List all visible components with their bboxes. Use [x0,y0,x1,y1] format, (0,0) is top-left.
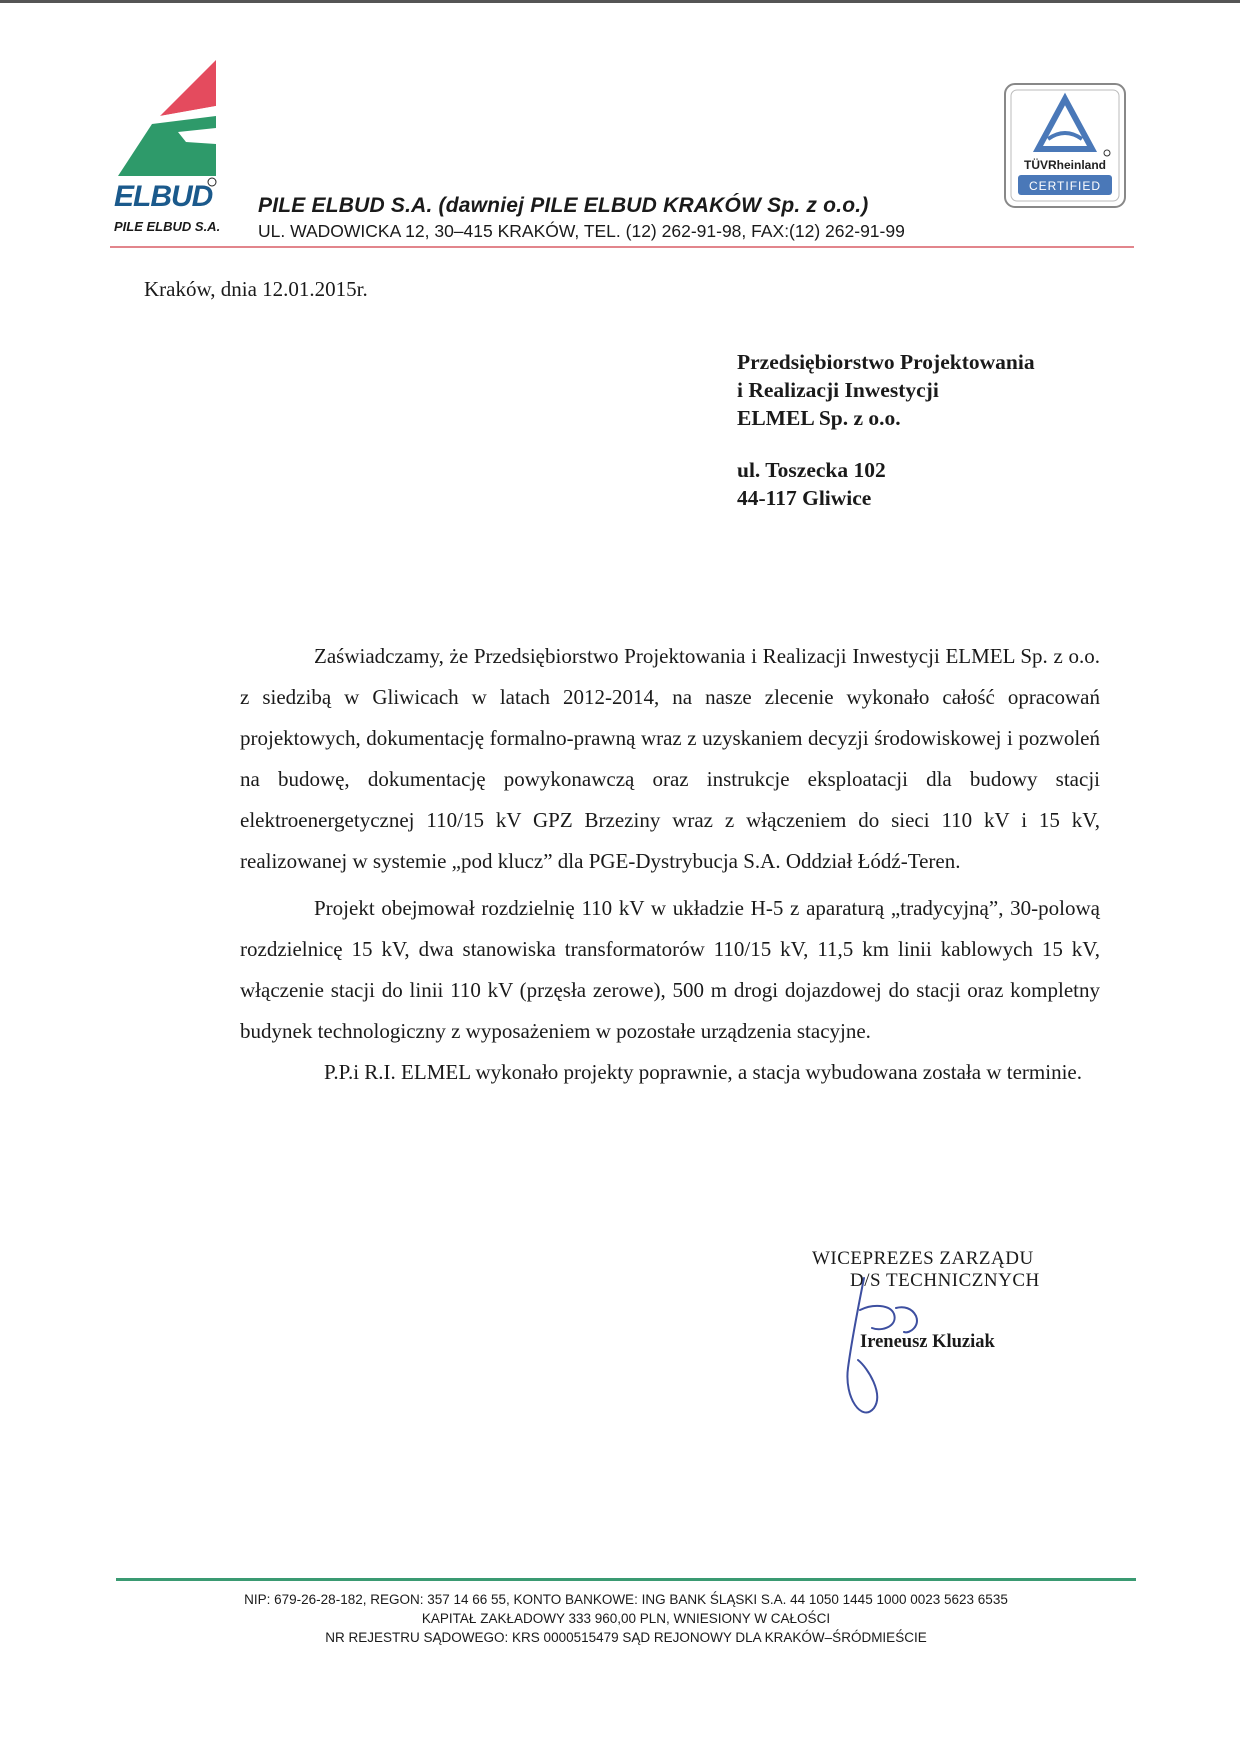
tuv-badge-graphic [1004,83,1126,208]
body-paragraph: P.P.i R.I. ELMEL wykonało projekty poprawnie, a stacja wybudowana została w terminie. [324,1060,1082,1084]
recipient-line: ELMEL Sp. z o.o. [737,406,901,430]
signatory-name: Ireneusz Kluziak [860,1332,995,1352]
letter-date: Kraków, dnia 12.01.2015r. [144,277,368,301]
elbud-logo-graphic [112,58,252,236]
recipient-city: 44-117 Gliwice [737,486,872,510]
tuv-certified-label: CERTIFIED [1028,179,1102,193]
signature-block [812,1248,1072,1428]
logo-wordmark: ELBUD [114,180,213,213]
handwritten-signature [812,1248,1072,1428]
tuv-brand: TÜVRheinland [1023,158,1107,172]
header-divider [110,246,1134,248]
body-paragraph: Projekt obejmował rozdzielnię 110 kV w układzie H-5 z aparaturą „tradycyjną”, 30-polową rozdzielnicę 15 kV, dwa stanowiska transformatorów 110/15 kV, 11,5 km linii kablowych 15 kV, włączenie stacji do linii 110 kV (przęsła zerowe), 500 m drogi dojazdowej do stacji oraz kompletny budynek technologiczny z wyposażeniem w pozostałe urządzenia stacyjne. [240,896,1100,1043]
footer-divider [116,1578,1136,1581]
company-address: UL. WADOWICKA 12, 30–415 KRAKÓW, TEL. (12) 262-91-98, FAX:(12) 262-91-99 [258,221,905,241]
company-name: PILE ELBUD S.A. (dawniej PILE ELBUD KRAKÓW Sp. z o.o.) [258,194,869,217]
elbud-logo [112,58,252,236]
logo-subtitle: PILE ELBUD S.A. [114,219,221,234]
footer-line-capital: KAPITAŁ ZAKŁADOWY 333 960,00 PLN, WNIESIONY W CAŁOŚCI [421,1611,831,1626]
recipient-address [737,456,886,512]
signatory-title-department: D/S TECHNICZNYCH [850,1270,1040,1291]
recipient-street: ul. Toszecka 102 [737,458,886,482]
footer-line-court-register: NR REJESTRU SĄDOWEGO: KRS 0000515479 SĄD REJONOWY DLA KRAKÓW–ŚRÓDMIEŚCIE [325,1630,927,1645]
body-paragraph: Zaświadczamy, że Przedsiębiorstwo Projektowania i Realizacji Inwestycji ELMEL Sp. z o.o. z siedzibą w Gliwicach w latach 2012-2014, na nasze zlecenie wykonało całość opracowań projektowych, dokumentację formalno-prawną wraz z uzyskaniem decyzji środowiskowej i pozwoleń na budowę, dokumentację powykonawczą oraz instrukcje eksploatacji dla budowy stacji elektroenergetycznej 110/15 kV GPZ Brzeziny wraz z włączeniem do sieci 110 kV i 15 kV, realizowanej w systemie „pod klucz” dla PGE-Dystrybucja S.A. Oddział Łódź-Teren. [240,644,1100,873]
tuv-certified-badge [1004,83,1126,208]
recipient-block [737,348,1035,432]
footer-line-registration: NIP: 679-26-28-182, REGON: 357 14 66 55, KONTO BANKOWE: ING BANK ŚLĄSKI S.A. 44 1050 1445 1000 0023 5623 6535 [244,1592,1008,1607]
letter-body [240,636,1100,1093]
recipient-line: i Realizacji Inwestycji [737,378,939,402]
signatory-title: WICEPREZES ZARZĄDU [812,1248,1034,1269]
recipient-line: Przedsiębiorstwo Projektowania [737,350,1035,374]
company-footer [116,1590,1136,1647]
top-edge-line [0,0,1240,3]
